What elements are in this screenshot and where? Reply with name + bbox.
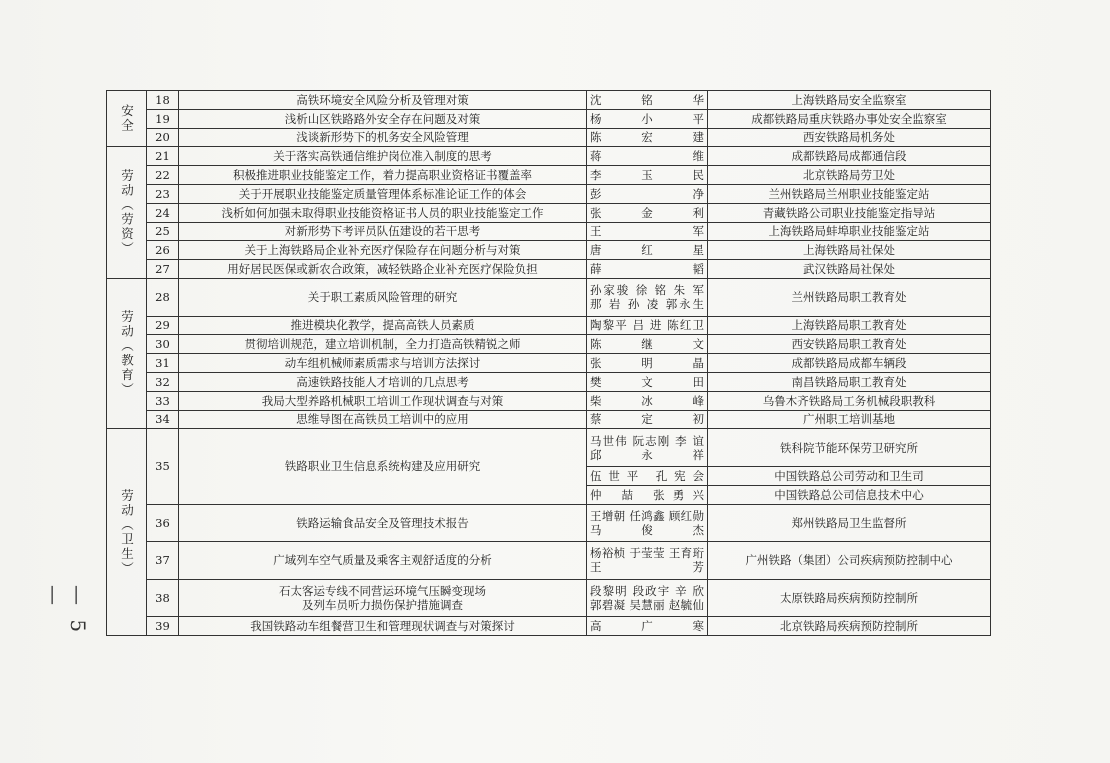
authors-cell: [587, 579, 708, 617]
unit-cell: 铁科院节能环保劳卫研究所: [708, 429, 991, 467]
text-line: 那 岩 孙 凌 郭永生: [590, 297, 704, 312]
category-cell: 劳动（卫生）: [107, 429, 147, 636]
authors-cell: 张明晶: [587, 354, 708, 373]
authors-cell: 陈宏建: [587, 128, 708, 147]
authors-cell: 高广寒: [587, 617, 708, 636]
unit-cell: 上海铁路局职工教育处: [708, 316, 991, 335]
table-row: [107, 429, 991, 467]
authors-cell: 陈继文: [587, 335, 708, 354]
unit-cell: 广州铁路（集团）公司疾病预防控制中心: [708, 542, 991, 580]
authors-cell: 陶黎平 吕 进 陈红卫: [587, 316, 708, 335]
table-row: [107, 335, 991, 354]
unit-cell: 中国铁路总公司劳动和卫生司: [708, 466, 991, 485]
item-number: 31: [147, 354, 179, 373]
item-number: 34: [147, 410, 179, 429]
authors-cell: [587, 504, 708, 542]
item-number: 18: [147, 91, 179, 110]
unit-cell: 兰州铁路局兰州职业技能鉴定站: [708, 184, 991, 203]
paper-title: 思维导图在高铁员工培训中的应用: [179, 410, 587, 429]
table-row: [107, 241, 991, 260]
authors-cell: 薛 韬: [587, 260, 708, 279]
table-row: [107, 278, 991, 316]
table-row: [107, 260, 991, 279]
table-row: [107, 184, 991, 203]
paper-title: 我国铁路动车组餐营卫生和管理现状调查与对策探讨: [179, 617, 587, 636]
authors-cell: 杨小平: [587, 109, 708, 128]
text-line: 及列车员听力损伤保护措施调查: [302, 598, 463, 613]
item-number: 20: [147, 128, 179, 147]
table-row: [107, 147, 991, 166]
authors-cell: [587, 542, 708, 580]
table-row: [107, 542, 991, 580]
paper-title: 广域列车空气质量及乘客主观舒适度的分析: [179, 542, 587, 580]
unit-cell: 北京铁路局劳卫处: [708, 166, 991, 185]
item-number: 38: [147, 579, 179, 617]
unit-cell: 青藏铁路公司职业技能鉴定指导站: [708, 203, 991, 222]
authors-cell: 唐红星: [587, 241, 708, 260]
text-line: 王增朝 任鸿鑫 顾红勋: [590, 508, 704, 523]
authors-cell: 伍世平 孔宪会: [587, 466, 708, 485]
unit-cell: 北京铁路局疾病预防控制所: [708, 617, 991, 636]
text-line: 邱永祥: [590, 447, 704, 462]
paper-title: 积极推进职业技能鉴定工作，着力提高职业资格证书覆盖率: [179, 166, 587, 185]
item-number: 21: [147, 147, 179, 166]
unit-cell: 乌鲁木齐铁路局工务机械段职教科: [708, 391, 991, 410]
paper-title: 关于职工素质风险管理的研究: [179, 278, 587, 316]
authors-cell: 沈铭华: [587, 91, 708, 110]
authors-cell: 蒋 维: [587, 147, 708, 166]
text-line: 段黎明 段政宇 辛 欣: [590, 584, 704, 599]
paper-title: 关于上海铁路局企业补充医疗保险存在问题分析与对策: [179, 241, 587, 260]
unit-cell: 成都铁路局成都车辆段: [708, 354, 991, 373]
unit-cell: 郑州铁路局卫生监督所: [708, 504, 991, 542]
table-row: [107, 579, 991, 617]
item-number: 24: [147, 203, 179, 222]
paper-title: [179, 579, 587, 617]
table-row: [107, 166, 991, 185]
paper-title: 铁路运输食品安全及管理技术报告: [179, 504, 587, 542]
table-row: [107, 109, 991, 128]
item-number: 27: [147, 260, 179, 279]
paper-title: 动车组机械师素质需求与培训方法探讨: [179, 354, 587, 373]
item-number: 35: [147, 429, 179, 504]
authors-cell: 张金利: [587, 203, 708, 222]
item-number: 25: [147, 222, 179, 241]
unit-cell: 上海铁路局社保处: [708, 241, 991, 260]
authors-cell: 柴冰峰: [587, 391, 708, 410]
item-number: 39: [147, 617, 179, 636]
paper-title: 用好居民医保或新农合政策，减轻铁路企业补充医疗保险负担: [179, 260, 587, 279]
table-row: [107, 222, 991, 241]
page-number: — 5 —: [42, 585, 90, 637]
item-number: 33: [147, 391, 179, 410]
unit-cell: 武汉铁路局社保处: [708, 260, 991, 279]
authors-cell: 李玉民: [587, 166, 708, 185]
table-row: [107, 617, 991, 636]
table-row: [107, 372, 991, 391]
paper-title: 浅析如何加强未取得职业技能资格证书人员的职业技能鉴定工作: [179, 203, 587, 222]
item-number: 23: [147, 184, 179, 203]
text-line: 马俊杰: [590, 522, 704, 537]
paper-title: 关于落实高铁通信维护岗位准入制度的思考: [179, 147, 587, 166]
item-number: 29: [147, 316, 179, 335]
table-row: [107, 128, 991, 147]
award-list-table: [106, 90, 991, 636]
authors-cell: 蔡定初: [587, 410, 708, 429]
item-number: 26: [147, 241, 179, 260]
paper-title: 铁路职业卫生信息系统构建及应用研究: [179, 429, 587, 504]
unit-cell: 西安铁路局职工教育处: [708, 335, 991, 354]
unit-cell: 太原铁路局疾病预防控制所: [708, 579, 991, 617]
unit-cell: 成都铁路局重庆铁路办事处安全监察室: [708, 109, 991, 128]
item-number: 37: [147, 542, 179, 580]
unit-cell: 西安铁路局机务处: [708, 128, 991, 147]
unit-cell: 成都铁路局成都通信段: [708, 147, 991, 166]
text-line: 马世伟 阮志刚 李 谊: [590, 433, 704, 448]
text-line: 石太客运专线不同营运环境气压瞬变现场: [279, 584, 486, 599]
paper-title: 关于开展职业技能鉴定质量管理体系标准论证工作的体会: [179, 184, 587, 203]
table-row: [107, 391, 991, 410]
item-number: 28: [147, 278, 179, 316]
item-number: 22: [147, 166, 179, 185]
table-row: [107, 410, 991, 429]
table-row: [107, 91, 991, 110]
text-line: 郭碧凝 吴慧丽 赵毓仙: [590, 598, 704, 613]
unit-cell: 广州职工培训基地: [708, 410, 991, 429]
category-cell: 劳动（劳资）: [107, 147, 147, 279]
paper-title: 我局大型养路机械职工培训工作现状调查与对策: [179, 391, 587, 410]
authors-cell: 樊文田: [587, 372, 708, 391]
text-line: 孙家骏 徐 铭 朱 军: [590, 283, 704, 298]
paper-title: 浅析山区铁路路外安全存在问题及对策: [179, 109, 587, 128]
authors-cell: [587, 278, 708, 316]
paper-title: 高铁环境安全风险分析及管理对策: [179, 91, 587, 110]
category-cell: 劳动（教育）: [107, 278, 147, 428]
authors-cell: 王 军: [587, 222, 708, 241]
paper-title: 贯彻培训规范，建立培训机制，全力打造高铁精锐之师: [179, 335, 587, 354]
text-line: 杨裕桢 于莹莹 王育珩: [590, 546, 704, 561]
table-row: [107, 504, 991, 542]
item-number: 30: [147, 335, 179, 354]
category-cell: 安全: [107, 91, 147, 147]
unit-cell: 上海铁路局蚌埠职业技能鉴定站: [708, 222, 991, 241]
paper-title: 浅谈新形势下的机务安全风险管理: [179, 128, 587, 147]
unit-cell: 中国铁路总公司信息技术中心: [708, 485, 991, 504]
table-row: [107, 203, 991, 222]
paper-title: 对新形势下考评员队伍建设的若干思考: [179, 222, 587, 241]
paper-title: 推进模块化教学，提高高铁人员素质: [179, 316, 587, 335]
item-number: 36: [147, 504, 179, 542]
table-row: [107, 316, 991, 335]
table-row: [107, 354, 991, 373]
authors-cell: [587, 429, 708, 467]
unit-cell: 兰州铁路局职工教育处: [708, 278, 991, 316]
authors-cell: 仲 喆 张勇兴: [587, 485, 708, 504]
unit-cell: 上海铁路局安全监察室: [708, 91, 991, 110]
paper-title: 高速铁路技能人才培训的几点思考: [179, 372, 587, 391]
text-line: 王 芳: [590, 560, 704, 575]
item-number: 32: [147, 372, 179, 391]
authors-cell: 彭 净: [587, 184, 708, 203]
unit-cell: 南昌铁路局职工教育处: [708, 372, 991, 391]
item-number: 19: [147, 109, 179, 128]
